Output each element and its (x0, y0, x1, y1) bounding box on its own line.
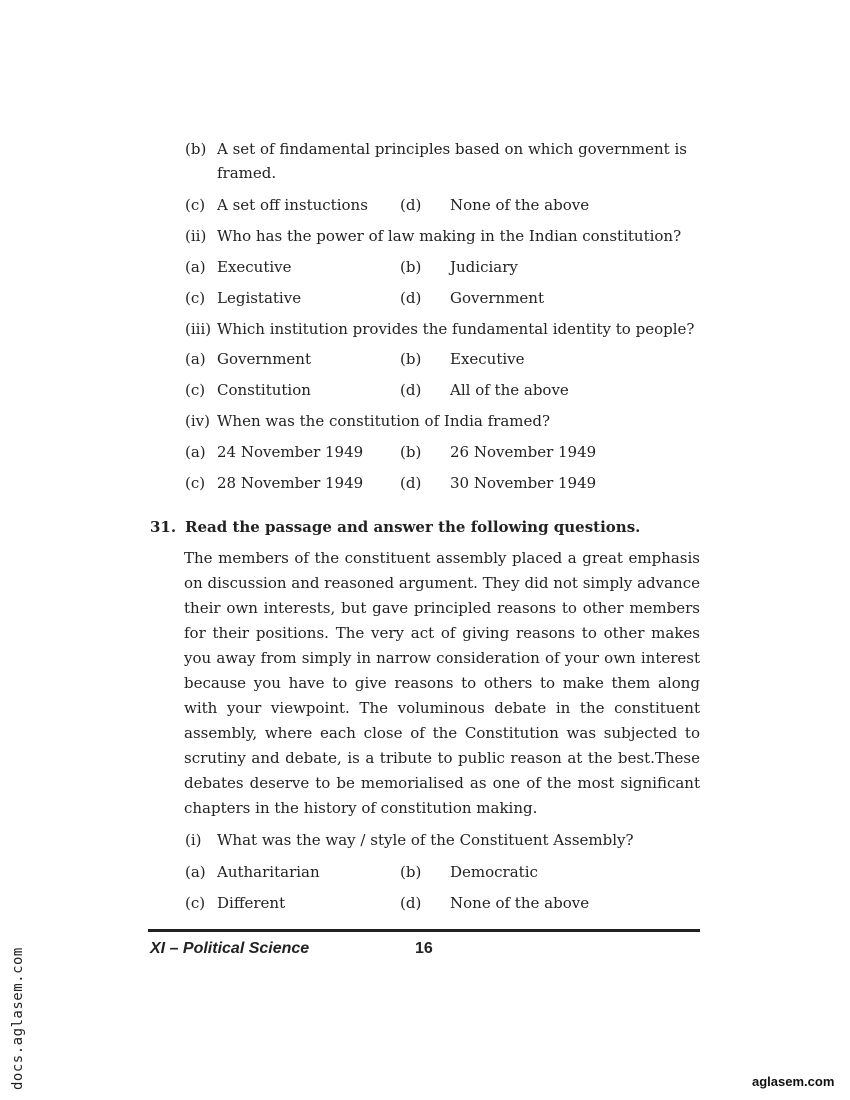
option-text: Executive (217, 258, 292, 276)
option-label: (a) (185, 443, 206, 461)
option-text: 30 November 1949 (450, 474, 597, 492)
option-label: (b) (400, 443, 422, 461)
option-label: (d) (400, 289, 422, 307)
option-label: (d) (400, 381, 422, 399)
question-text: Which institution provides the fundamental identity to people? (217, 320, 695, 338)
option-label: (c) (185, 381, 206, 399)
question-text: Who has the power of law making in the Indian constitution? (217, 227, 682, 245)
option-label: (a) (185, 258, 206, 276)
option-label: (c) (185, 196, 206, 214)
question-text: When was the constitution of India framed? (217, 412, 551, 430)
question-number: (i) (185, 831, 202, 849)
side-watermark-url: docs.aglasem.com (10, 947, 26, 1090)
option-label: (a) (185, 350, 206, 368)
option-text-continued: framed. (217, 164, 277, 182)
option-text: Different (217, 894, 286, 912)
option-label: (b) (400, 863, 422, 881)
option-text: Autharitarian (217, 863, 320, 881)
page-number: 16 (415, 940, 433, 957)
option-text: 28 November 1949 (217, 474, 364, 492)
question-number: (iii) (185, 320, 212, 338)
option-label: (d) (400, 474, 422, 492)
option-label: (b) (400, 350, 422, 368)
option-text: Constitution (217, 381, 311, 399)
brand-watermark: aglasem.com (752, 1074, 835, 1089)
question-number: (iv) (185, 412, 210, 430)
option-label: (d) (400, 196, 422, 214)
question-text: What was the way / style of the Constituent Assembly? (217, 831, 634, 849)
option-text: Government (217, 350, 311, 368)
option-text: Legistative (217, 289, 302, 307)
option-text: 26 November 1949 (450, 443, 597, 461)
option-text: None of the above (450, 894, 590, 912)
option-label: (c) (185, 289, 206, 307)
option-label: (b) (185, 140, 207, 158)
option-text: Democratic (450, 863, 538, 881)
question-31-number: 31. (150, 518, 177, 536)
option-label: (b) (400, 258, 422, 276)
footer-divider (148, 929, 700, 932)
option-text: Executive (450, 350, 525, 368)
option-text: Judiciary (450, 258, 518, 276)
footer-subject: XI – Political Science (150, 940, 310, 957)
option-label: (c) (185, 894, 206, 912)
option-text: A set off instuctions (217, 196, 368, 214)
option-text: All of the above (450, 381, 569, 399)
passage: The members of the constituent assembly placed a great emphasis on discussion and reasoned argument. They did not simply advance their own interests, but gave principled reasons to other members for their positions. The very act of giving reasons to other makes you away from simply in narrow consideration of your own interest because you have to give reasons to others to make them along with your viewpoint. The voluminous debate in the constituent assembly, where each close of the Constitution was subjected to scrutiny and debate, is a tribute to public reason at the best.These debates deserve to be memorialised as one of the most significant chapters in the history of constitution making. (184, 549, 700, 817)
option-text: A set of findamental principles based on which government is (217, 140, 687, 158)
option-text: 24 November 1949 (217, 443, 364, 461)
option-label: (a) (185, 863, 206, 881)
option-label: (d) (400, 894, 422, 912)
option-text: Government (450, 289, 544, 307)
option-text: None of the above (450, 196, 590, 214)
option-label: (c) (185, 474, 206, 492)
question-31-heading: Read the passage and answer the following questions. (185, 518, 641, 536)
question-number: (ii) (185, 227, 207, 245)
